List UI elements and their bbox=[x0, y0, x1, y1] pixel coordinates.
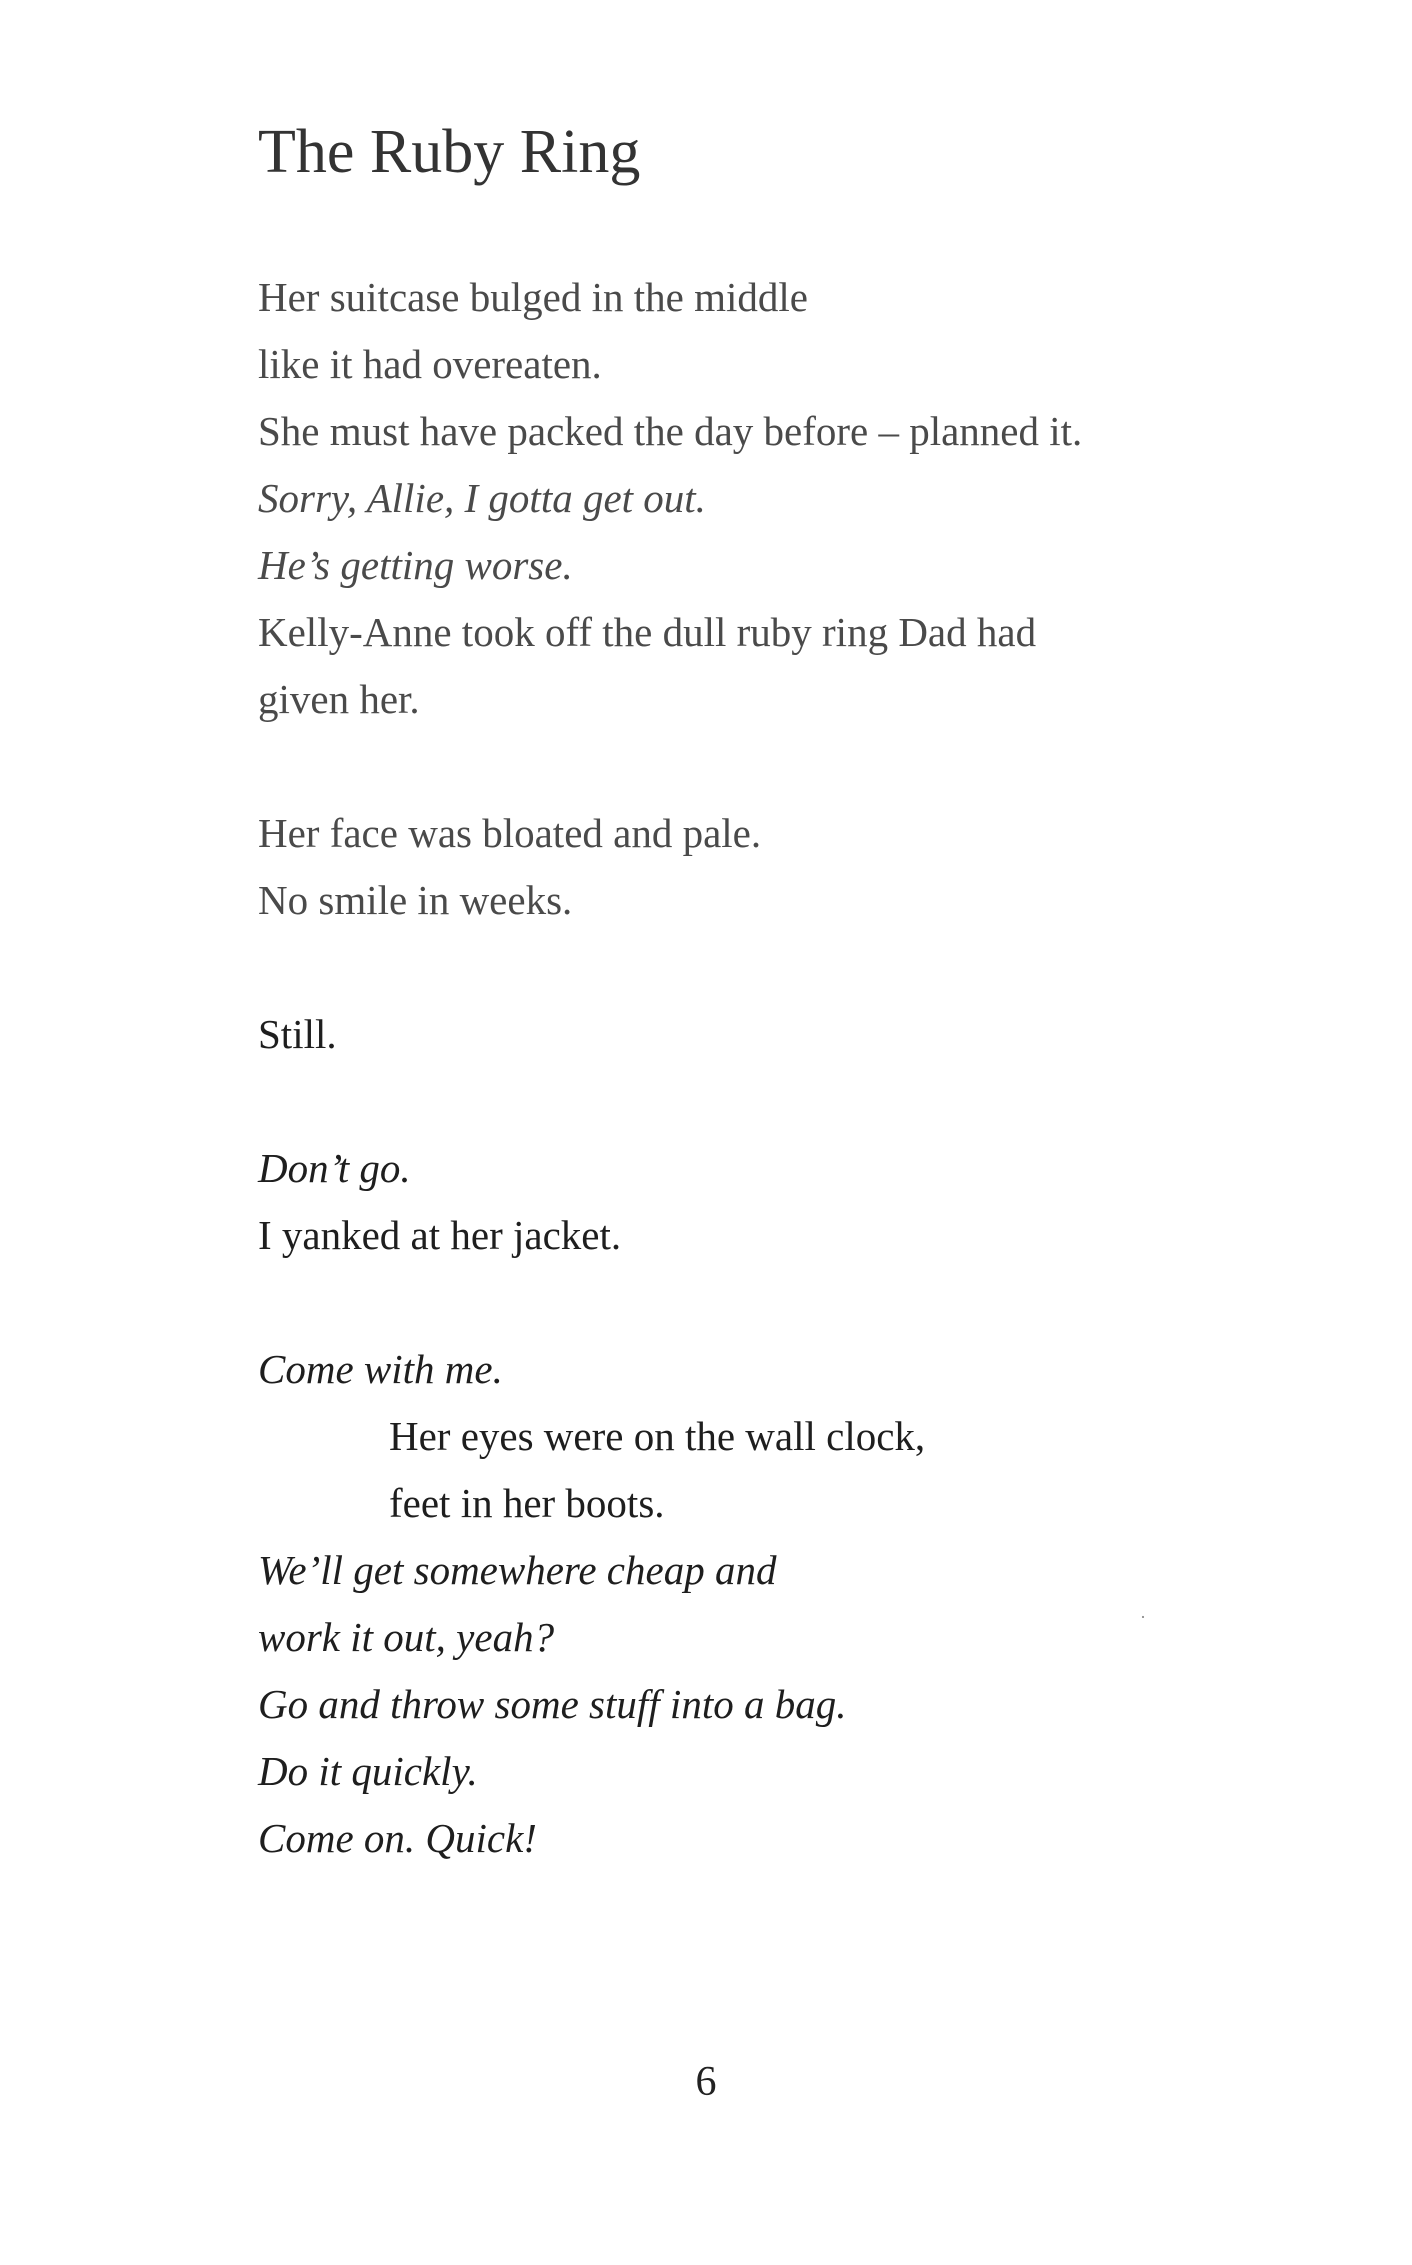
poem-line: Kelly-Anne took off the dull ruby ring Dad had bbox=[258, 609, 1037, 655]
poem-line-speech: We’ll get somewhere cheap and bbox=[258, 1547, 777, 1593]
poem-line-indented: Her eyes were on the wall clock, bbox=[389, 1413, 926, 1459]
poem-line: like it had overeaten. bbox=[258, 341, 602, 387]
poem-line-speech: Sorry, Allie, I gotta get out. bbox=[258, 475, 706, 521]
scan-speck: · bbox=[1140, 1607, 1146, 1627]
poem-line-speech: Go and throw some stuff into a bag. bbox=[258, 1681, 847, 1727]
stanza-1 bbox=[258, 264, 1258, 733]
poem-line: Her face was bloated and pale. bbox=[258, 810, 762, 856]
poem-line: Her suitcase bulged in the middle bbox=[258, 274, 808, 320]
stanza-break bbox=[258, 1269, 1258, 1336]
page-number: 6 bbox=[695, 2059, 717, 2105]
stanza-3 bbox=[258, 1001, 1258, 1068]
stanza-break bbox=[258, 733, 1258, 800]
poem-line: Still. bbox=[258, 1011, 337, 1057]
poem-line-speech: He’s getting worse. bbox=[258, 542, 573, 588]
stanza-5 bbox=[258, 1336, 1258, 1872]
stanza-break bbox=[258, 934, 1258, 1001]
poem-line: given her. bbox=[258, 676, 420, 722]
poem-line: No smile in weeks. bbox=[258, 877, 573, 923]
poem-line: I yanked at her jacket. bbox=[258, 1212, 622, 1258]
stanza-4 bbox=[258, 1135, 1258, 1269]
poem-body bbox=[258, 264, 1258, 1872]
poem-line-speech: work it out, yeah? bbox=[258, 1614, 555, 1660]
poem-line: She must have packed the day before – planned it. bbox=[258, 408, 1083, 454]
poem-line-speech: Don’t go. bbox=[258, 1145, 411, 1191]
stanza-break bbox=[258, 1068, 1258, 1135]
poem-line-speech: Do it quickly. bbox=[258, 1748, 478, 1794]
poem-line-speech: Come with me. bbox=[258, 1346, 503, 1392]
poem-line-indented: feet in her boots. bbox=[389, 1480, 665, 1526]
poem-title: The Ruby Ring bbox=[258, 118, 641, 186]
poem-line-speech: Come on. Quick! bbox=[258, 1815, 537, 1861]
stanza-2 bbox=[258, 800, 1258, 934]
